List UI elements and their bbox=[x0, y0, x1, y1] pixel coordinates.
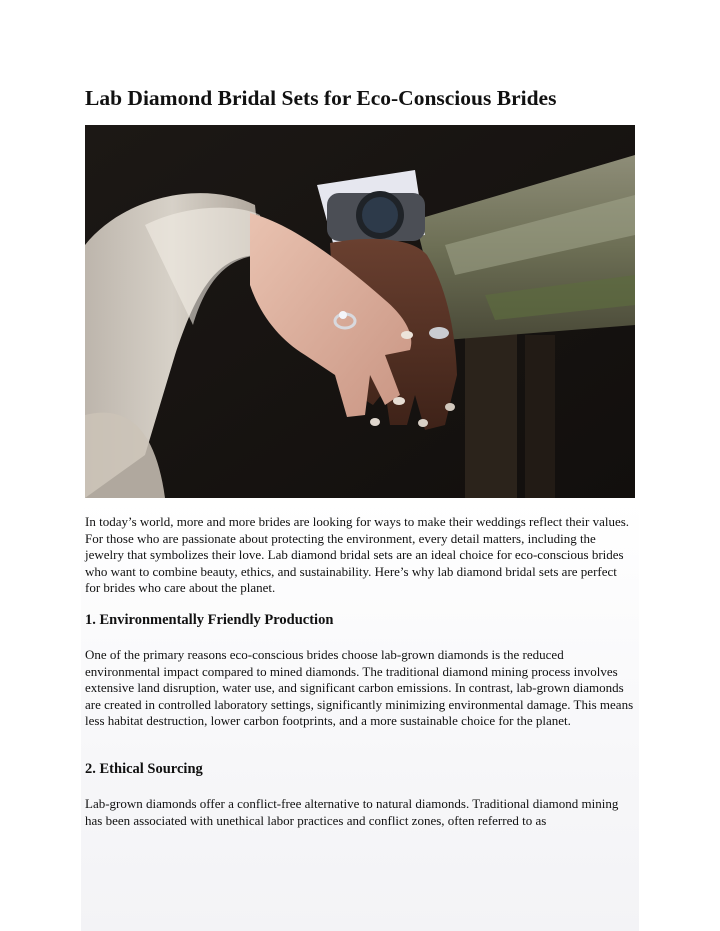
section-paragraph: One of the primary reasons eco-conscious brides choose lab-grown diamonds is the reduced environmental impact compared to mined diamonds. The traditional diamond mining process involves extensive land disruption, water use, and significant carbon emissions. In contrast, lab-grown diamonds are created in controlled laboratory settings, significantly minimizing environmental damage. This means less habitat destruction, lower carbon footprints, and a more sustainable choice for the planet. bbox=[85, 647, 634, 729]
intro-paragraph: In today’s world, more and more brides are looking for ways to make their weddings reflect their values. For those who are passionate about protecting the environment, every detail matters, including the jewelry that symbolizes their love. Lab diamond bridal sets are an ideal choice for eco-conscious brides who want to combine beauty, ethics, and sustainability. Here’s why lab diamond bridal sets are perfect for brides who care about the planet. bbox=[85, 514, 630, 596]
hands-with-rings-photo bbox=[85, 125, 635, 498]
hero-image bbox=[85, 125, 635, 498]
section-paragraph: Lab-grown diamonds offer a conflict-free alternative to natural diamonds. Traditional diamond mining has been associated with unethical labor practices and conflict zones, often referred to as bbox=[85, 796, 619, 828]
section-heading: 2. Ethical Sourcing bbox=[85, 761, 203, 777]
article-title: Lab Diamond Bridal Sets for Eco-Conscious Brides bbox=[85, 86, 557, 110]
section-heading: 1. Environmentally Friendly Production bbox=[85, 612, 334, 628]
